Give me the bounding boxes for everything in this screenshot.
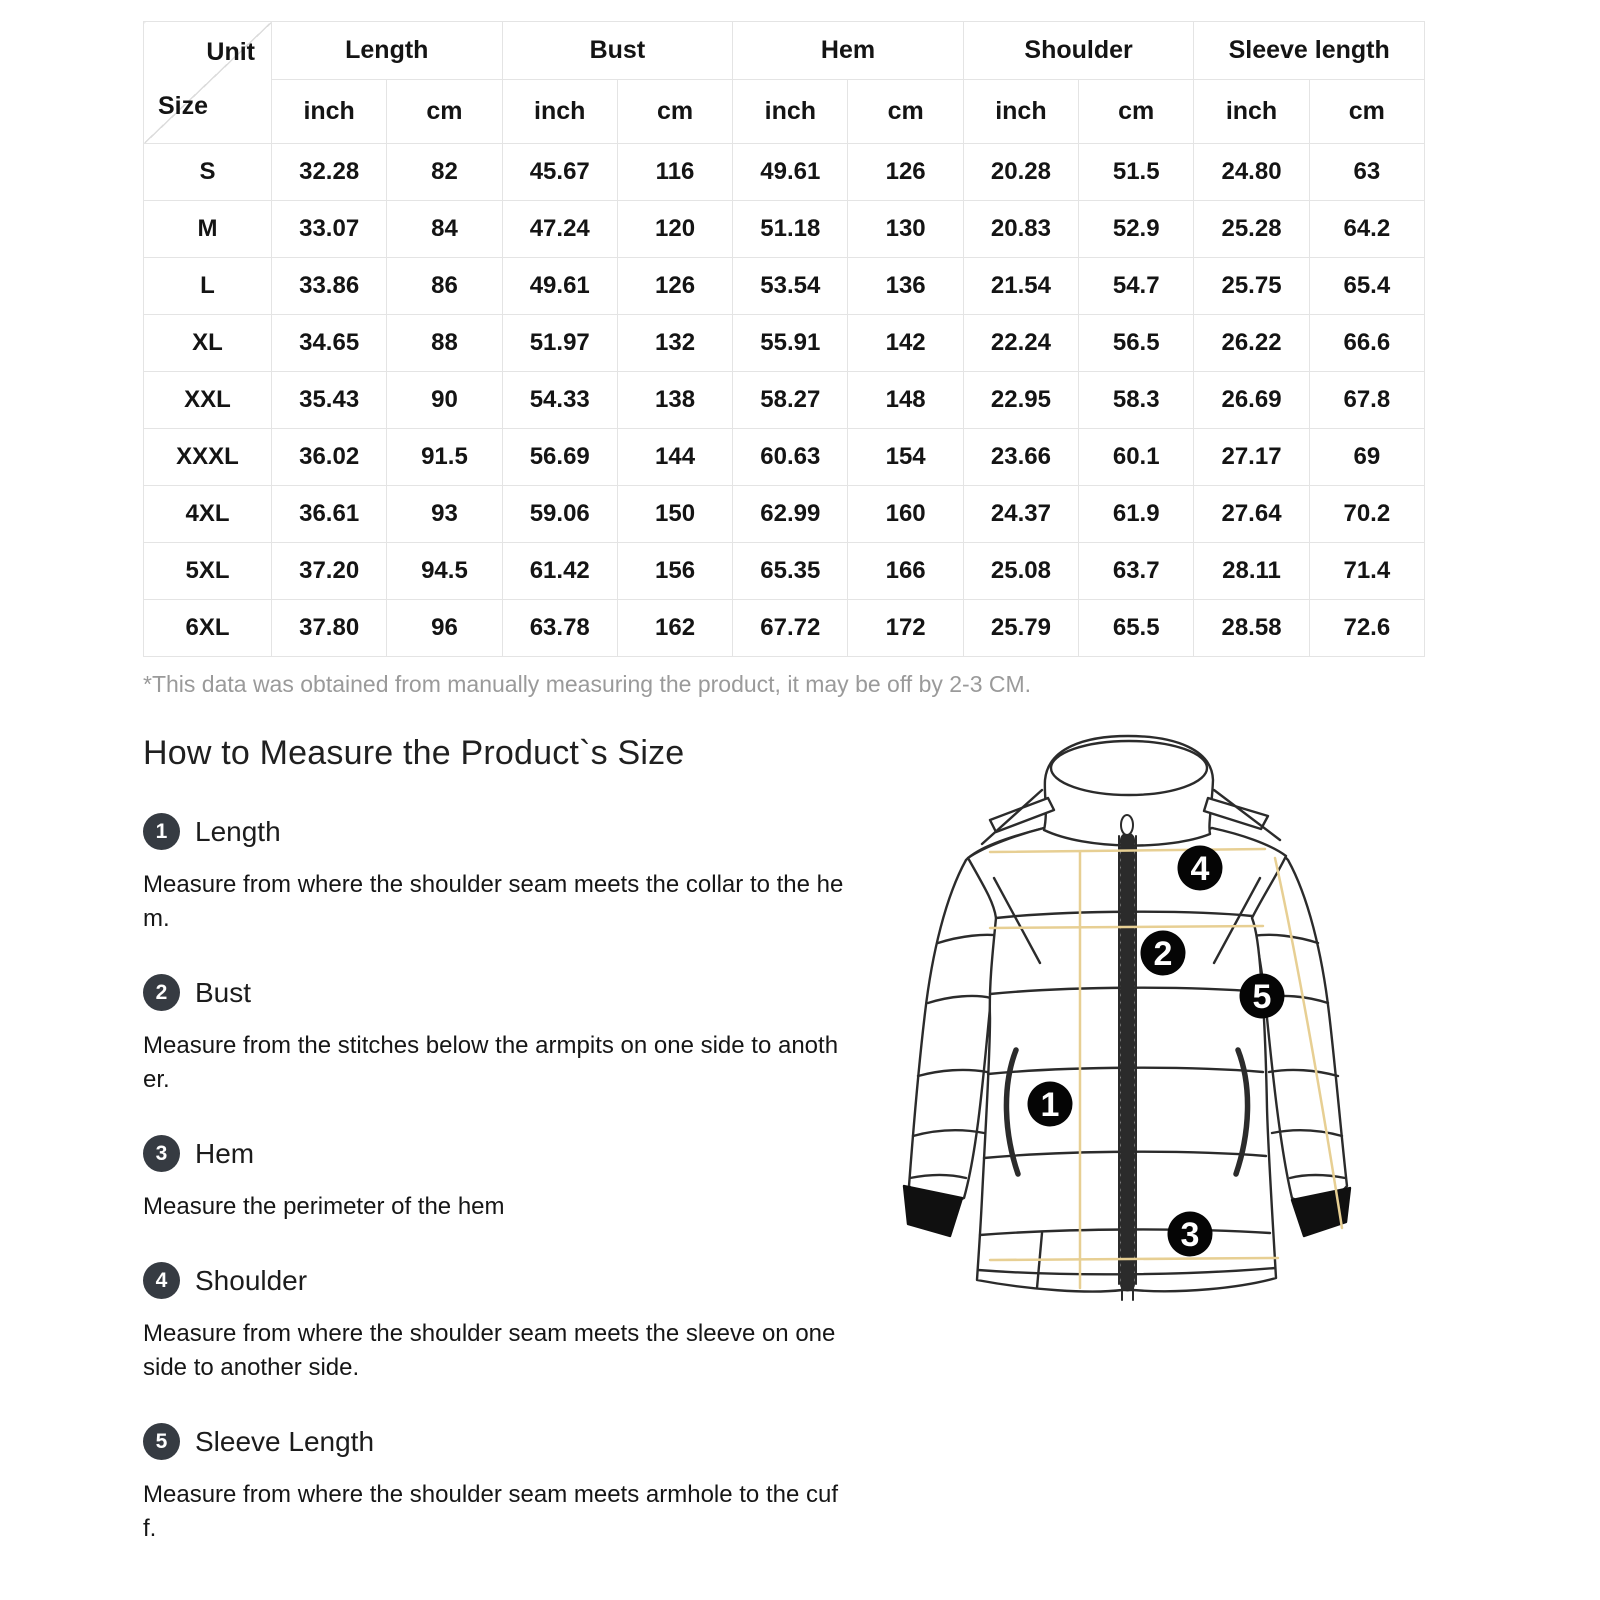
value-cell: 26.22: [1194, 315, 1309, 372]
instruction-item-hem: [143, 1135, 865, 1224]
svg-text:4: 4: [1190, 850, 1210, 888]
value-cell: 37.80: [272, 600, 387, 657]
value-cell: 58.27: [733, 372, 848, 429]
unit-header-cm: cm: [1079, 80, 1194, 144]
value-cell: 126: [617, 258, 732, 315]
step-4-badge: 4: [143, 1262, 180, 1299]
value-cell: 130: [848, 201, 963, 258]
value-cell: 67.8: [1309, 372, 1424, 429]
value-cell: 36.61: [272, 486, 387, 543]
size-cell: XL: [144, 315, 272, 372]
value-cell: 54.33: [502, 372, 617, 429]
unit-header-cm: cm: [1309, 80, 1424, 144]
value-cell: 65.35: [733, 543, 848, 600]
value-cell: 136: [848, 258, 963, 315]
value-cell: 37.20: [272, 543, 387, 600]
table-row: [144, 315, 1425, 372]
step-5-badge: 5: [143, 1423, 180, 1460]
step-1-badge: 1: [143, 813, 180, 850]
value-cell: 26.69: [1194, 372, 1309, 429]
value-cell: 49.61: [733, 144, 848, 201]
value-cell: 33.07: [272, 201, 387, 258]
value-cell: 59.06: [502, 486, 617, 543]
value-cell: 27.17: [1194, 429, 1309, 486]
corner-cell: [144, 22, 272, 144]
unit-header-cm: cm: [848, 80, 963, 144]
value-cell: 172: [848, 600, 963, 657]
value-cell: 116: [617, 144, 732, 201]
instruction-item-bust: [143, 974, 865, 1097]
value-cell: 72.6: [1309, 600, 1424, 657]
jacket-collar-opening: [1051, 741, 1207, 795]
instruction-description: Measure from the stitches below the armpits on one side to another.: [143, 1032, 839, 1093]
value-cell: 49.61: [502, 258, 617, 315]
measurement-disclaimer: *This data was obtained from manually measuring the product, it may be off by 2-3 CM.: [143, 671, 1032, 697]
value-cell: 142: [848, 315, 963, 372]
instruction-header: [143, 974, 865, 1011]
value-cell: 66.6: [1309, 315, 1424, 372]
value-cell: 28.11: [1194, 543, 1309, 600]
value-cell: 90: [387, 372, 502, 429]
value-cell: 23.66: [963, 429, 1078, 486]
value-cell: 156: [617, 543, 732, 600]
value-cell: 63: [1309, 144, 1424, 201]
value-cell: 71.4: [1309, 543, 1424, 600]
value-cell: 28.58: [1194, 600, 1309, 657]
value-cell: 34.65: [272, 315, 387, 372]
instructions-column: [143, 734, 865, 1584]
value-cell: 51.5: [1079, 144, 1194, 201]
instruction-description: Measure from where the shoulder seam meets armhole to the cuff.: [143, 1481, 838, 1542]
size-cell: S: [144, 144, 272, 201]
value-cell: 64.2: [1309, 201, 1424, 258]
value-cell: 120: [617, 201, 732, 258]
svg-text:3: 3: [1180, 1216, 1200, 1254]
value-cell: 53.54: [733, 258, 848, 315]
value-cell: 96: [387, 600, 502, 657]
group-header-row: [144, 22, 1425, 80]
instruction-header: [143, 1135, 865, 1172]
jacket-diagram: [890, 728, 1435, 1348]
unit-header-inch: inch: [272, 80, 387, 144]
value-cell: 166: [848, 543, 963, 600]
group-header-shoulder: Shoulder: [963, 22, 1194, 80]
group-header-bust: Bust: [502, 22, 733, 80]
table-row: [144, 144, 1425, 201]
instruction-header: [143, 1423, 865, 1460]
instruction-label: Bust: [195, 976, 252, 1008]
instruction-label: Length: [195, 815, 281, 847]
corner-size-label: Size: [158, 92, 209, 120]
value-cell: 70.2: [1309, 486, 1424, 543]
value-cell: 162: [617, 600, 732, 657]
value-cell: 47.24: [502, 201, 617, 258]
table-row: [144, 258, 1425, 315]
instruction-header: [143, 1262, 865, 1299]
value-cell: 33.86: [272, 258, 387, 315]
diagram-badge-sleeve-length: [1240, 974, 1285, 1019]
value-cell: 22.24: [963, 315, 1078, 372]
value-cell: 20.28: [963, 144, 1078, 201]
step-2-badge: 2: [143, 974, 180, 1011]
size-cell: 5XL: [144, 543, 272, 600]
value-cell: 84: [387, 201, 502, 258]
value-cell: 82: [387, 144, 502, 201]
instruction-label: Sleeve Length: [195, 1425, 375, 1457]
table-row: [144, 543, 1425, 600]
value-cell: 24.37: [963, 486, 1078, 543]
diagram-badge-length: [1028, 1082, 1073, 1127]
value-cell: 88: [387, 315, 502, 372]
unit-header-row: [144, 80, 1425, 144]
value-cell: 21.54: [963, 258, 1078, 315]
value-cell: 150: [617, 486, 732, 543]
unit-header-cm: cm: [617, 80, 732, 144]
value-cell: 51.97: [502, 315, 617, 372]
size-cell: L: [144, 258, 272, 315]
value-cell: 25.08: [963, 543, 1078, 600]
unit-header-inch: inch: [733, 80, 848, 144]
unit-header-inch: inch: [502, 80, 617, 144]
value-cell: 20.83: [963, 201, 1078, 258]
table-row: [144, 486, 1425, 543]
diagram-badge-bust: [1141, 931, 1186, 976]
diagram-badge-shoulder: [1178, 846, 1223, 891]
value-cell: 126: [848, 144, 963, 201]
value-cell: 65.4: [1309, 258, 1424, 315]
value-cell: 148: [848, 372, 963, 429]
instruction-item-sleeve-length: [143, 1423, 865, 1546]
svg-text:2: 2: [1153, 935, 1173, 973]
unit-header-cm: cm: [387, 80, 502, 144]
value-cell: 154: [848, 429, 963, 486]
svg-text:1: 1: [1040, 1086, 1060, 1124]
value-cell: 94.5: [387, 543, 502, 600]
group-header-sleeve-length: Sleeve length: [1194, 22, 1425, 80]
value-cell: 27.64: [1194, 486, 1309, 543]
value-cell: 22.95: [963, 372, 1078, 429]
corner-unit-label: Unit: [206, 38, 255, 66]
value-cell: 144: [617, 429, 732, 486]
value-cell: 60.1: [1079, 429, 1194, 486]
value-cell: 138: [617, 372, 732, 429]
table-row: [144, 372, 1425, 429]
diagram-column: [865, 734, 1450, 1584]
jacket-zipper: [1119, 815, 1136, 1300]
instruction-item-length: [143, 813, 865, 936]
diagram-badge-hem: [1168, 1212, 1213, 1257]
size-cell: 6XL: [144, 600, 272, 657]
value-cell: 132: [617, 315, 732, 372]
value-cell: 35.43: [272, 372, 387, 429]
table-row: [144, 600, 1425, 657]
value-cell: 62.99: [733, 486, 848, 543]
value-cell: 25.75: [1194, 258, 1309, 315]
instruction-item-shoulder: [143, 1262, 865, 1385]
unit-header-inch: inch: [963, 80, 1078, 144]
instruction-description: Measure the perimeter of the hem: [143, 1193, 505, 1220]
table-row: [144, 201, 1425, 258]
value-cell: 56.69: [502, 429, 617, 486]
value-cell: 69: [1309, 429, 1424, 486]
group-header-hem: Hem: [733, 22, 964, 80]
how-to-measure-section: [143, 734, 1450, 1584]
value-cell: 67.72: [733, 600, 848, 657]
value-cell: 51.18: [733, 201, 848, 258]
value-cell: 63.7: [1079, 543, 1194, 600]
instruction-header: [143, 813, 865, 850]
value-cell: 25.79: [963, 600, 1078, 657]
value-cell: 65.5: [1079, 600, 1194, 657]
value-cell: 86: [387, 258, 502, 315]
step-3-badge: 3: [143, 1135, 180, 1172]
size-cell: M: [144, 201, 272, 258]
value-cell: 60.63: [733, 429, 848, 486]
value-cell: 93: [387, 486, 502, 543]
value-cell: 24.80: [1194, 144, 1309, 201]
size-cell: XXXL: [144, 429, 272, 486]
table-row: [144, 429, 1425, 486]
value-cell: 32.28: [272, 144, 387, 201]
value-cell: 63.78: [502, 600, 617, 657]
value-cell: 25.28: [1194, 201, 1309, 258]
unit-header-inch: inch: [1194, 80, 1309, 144]
value-cell: 55.91: [733, 315, 848, 372]
size-cell: 4XL: [144, 486, 272, 543]
section-title: How to Measure the Product`s Size: [143, 734, 685, 772]
value-cell: 52.9: [1079, 201, 1194, 258]
value-cell: 61.9: [1079, 486, 1194, 543]
instruction-description: Measure from where the shoulder seam meets the collar to the hem.: [143, 871, 844, 932]
value-cell: 36.02: [272, 429, 387, 486]
value-cell: 45.67: [502, 144, 617, 201]
instruction-description: Measure from where the shoulder seam meets the sleeve on one side to another side.: [143, 1320, 836, 1381]
value-cell: 160: [848, 486, 963, 543]
size-cell: XXL: [144, 372, 272, 429]
svg-text:5: 5: [1252, 978, 1272, 1016]
size-chart-table: [143, 21, 1425, 657]
value-cell: 58.3: [1079, 372, 1194, 429]
value-cell: 61.42: [502, 543, 617, 600]
instruction-label: Shoulder: [195, 1264, 308, 1296]
group-header-length: Length: [272, 22, 503, 80]
value-cell: 91.5: [387, 429, 502, 486]
instruction-label: Hem: [195, 1137, 255, 1169]
value-cell: 56.5: [1079, 315, 1194, 372]
value-cell: 54.7: [1079, 258, 1194, 315]
